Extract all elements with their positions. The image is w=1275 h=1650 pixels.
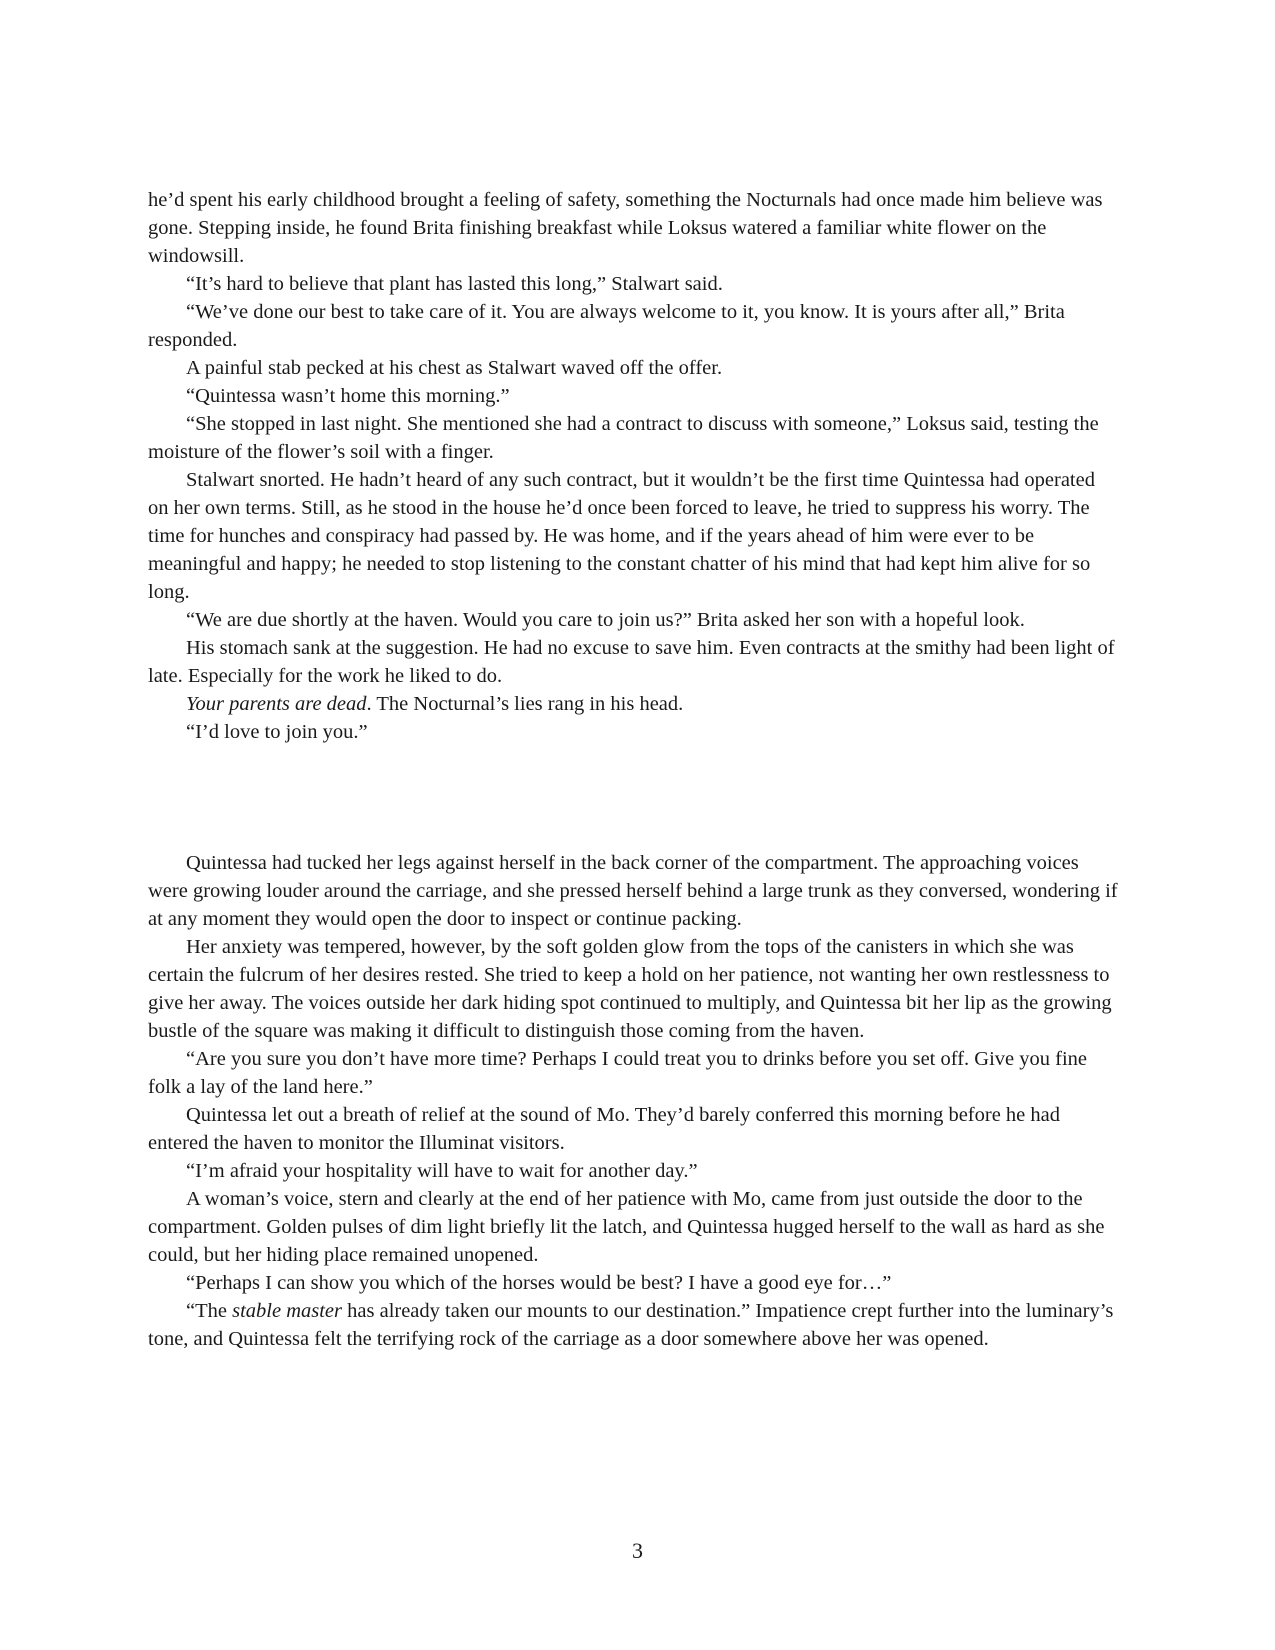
paragraph-text: “She stopped in last night. She mentioned she had a contract to discuss with someone,” Loksus said, testing the moisture of the flower’s soil with a finger. xyxy=(148,413,1099,463)
paragraph xyxy=(148,298,1118,354)
text-section-two xyxy=(148,849,1118,1353)
paragraph-text: His stomach sank at the suggestion. He had no excuse to save him. Even contracts at the smithy had been light of late. Especially for the work he liked to do. xyxy=(148,637,1115,687)
paragraph-text: A woman’s voice, stern and clearly at the end of her patience with Mo, came from just outside the door to the compartment. Golden pulses of dim light briefly lit the latch, and Quintessa hugged herself to the wall as hard as she could, but her hiding place remained unopened. xyxy=(148,1188,1105,1266)
italic-text: stable master xyxy=(232,1300,343,1322)
paragraph-text: “We’ve done our best to take care of it. You are always welcome to it, you know. It is yours after all,” Brita responded. xyxy=(148,301,1065,351)
paragraph xyxy=(148,1101,1118,1157)
paragraph-text: “The xyxy=(186,1300,233,1322)
paragraph xyxy=(148,1185,1118,1269)
paragraph xyxy=(148,690,1118,718)
paragraph-text: he’d spent his early childhood brought a feeling of safety, something the Nocturnals had once made him believe was gone. Stepping inside, he found Brita finishing breakfast while Loksus watered a familiar white flower on the windowsill. xyxy=(148,189,1103,267)
paragraph xyxy=(148,933,1118,1045)
paragraph xyxy=(148,1045,1118,1101)
paragraph-text: “It’s hard to believe that plant has lasted this long,” Stalwart said. xyxy=(186,273,723,295)
paragraph xyxy=(148,1297,1118,1353)
paragraph-text: “Perhaps I can show you which of the horses would be best? I have a good eye for…” xyxy=(186,1272,892,1294)
paragraph-text: has already taken our mounts to our destination.” Impatience crept further into the luminary’s tone, and Quintessa felt the terrifying rock of the carriage as a door somewhere above her was opened. xyxy=(148,1300,1114,1350)
paragraph xyxy=(148,718,1118,746)
paragraph xyxy=(148,1157,1118,1185)
paragraph xyxy=(148,354,1118,382)
text-section-one xyxy=(148,186,1118,746)
paragraph-text: Her anxiety was tempered, however, by the soft golden glow from the tops of the canisters in which she was certain the fulcrum of her desires rested. She tried to keep a hold on her patience, not wanting her own restlessness to give her away. The voices outside her dark hiding spot continued to multiply, and Quintessa bit her lip as the growing bustle of the square was making it difficult to distinguish those coming from the haven. xyxy=(148,936,1112,1042)
paragraph xyxy=(148,606,1118,634)
paragraph-text: “I’m afraid your hospitality will have to wait for another day.” xyxy=(186,1160,698,1182)
paragraph xyxy=(148,634,1118,690)
paragraph xyxy=(148,410,1118,466)
paragraph-text: Quintessa let out a breath of relief at the sound of Mo. They’d barely conferred this morning before he had entered the haven to monitor the Illuminat visitors. xyxy=(148,1104,1061,1154)
paragraph-text: “Are you sure you don’t have more time? Perhaps I could treat you to drinks before you set off. Give you fine folk a lay of the land here.” xyxy=(148,1048,1087,1098)
paragraph-text: A painful stab pecked at his chest as Stalwart waved off the offer. xyxy=(186,357,723,379)
paragraph-text: “Quintessa wasn’t home this morning.” xyxy=(186,385,510,407)
paragraph-text: “I’d love to join you.” xyxy=(186,721,368,743)
paragraph xyxy=(148,849,1118,933)
paragraph xyxy=(148,382,1118,410)
paragraph xyxy=(148,466,1118,606)
paragraph-text: Quintessa had tucked her legs against herself in the back corner of the compartment. The approaching voices were growing louder around the carriage, and she pressed herself behind a large trunk as they conversed, wondering if at any moment they would open the door to inspect or continue packing. xyxy=(148,852,1118,930)
page-number: 3 xyxy=(632,1538,643,1563)
paragraph-text: . The Nocturnal’s lies rang in his head. xyxy=(366,693,684,715)
paragraph-text: Stalwart snorted. He hadn’t heard of any such contract, but it wouldn’t be the first time Quintessa had operated on her own terms. Still, as he stood in the house he’d once been forced to leave, he tried to suppress his worry. The time for hunches and conspiracy had passed by. He was home, and if the years ahead of him were ever to be meaningful and happy; he needed to stop listening to the constant chatter of his mind that had kept him alive for so long. xyxy=(148,469,1095,603)
paragraph xyxy=(148,1269,1118,1297)
italic-text: Your parents are dead xyxy=(186,693,367,715)
paragraph xyxy=(148,186,1118,270)
paragraph-text: “We are due shortly at the haven. Would you care to join us?” Brita asked her son with a hopeful look. xyxy=(186,609,1025,631)
paragraph xyxy=(148,270,1118,298)
